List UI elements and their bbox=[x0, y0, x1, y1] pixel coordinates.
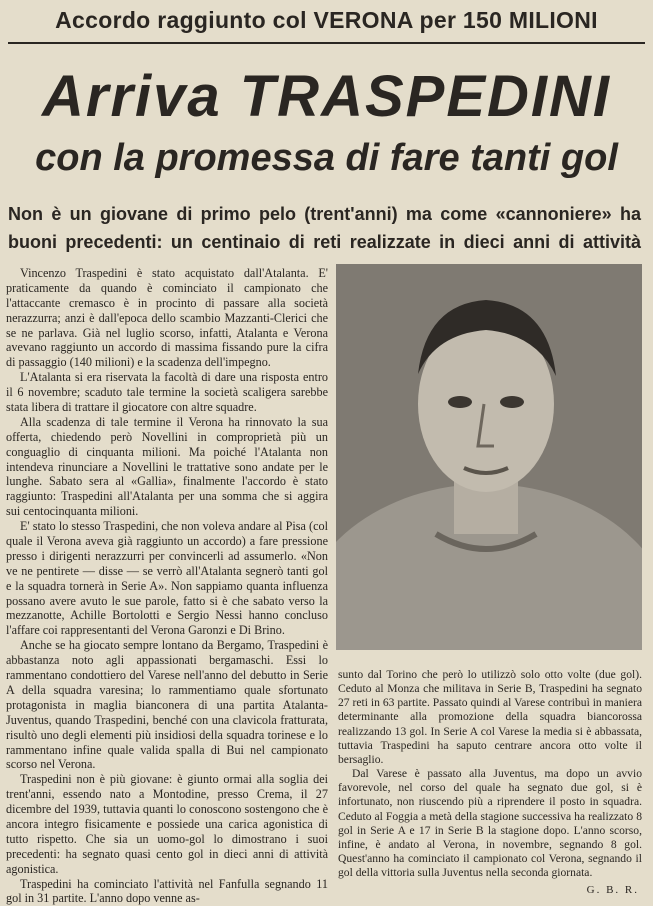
body-paragraph: sunto dal Torino che però lo utilizzò solo otto volte (due gol). Ceduto al Monza che militava in Serie B, Traspedini ha segnato 27 reti in 63 partite. Passato quindi al Varese contribuì in maniera determinante alla promozione della squadra biancorossa realizzando 13 gol. In Serie A col Varese la media si è abbassata, tuttavia Traspedini ha saputo centrare ancora otto volte il bersaglio. bbox=[338, 668, 642, 766]
body-column-left bbox=[6, 266, 328, 906]
player-photo bbox=[336, 264, 642, 650]
headline: Arriva TRASPEDINI bbox=[41, 64, 612, 129]
body-paragraph: Dal Varese è passato alla Juventus, ma dopo un avvio favorevole, nel corso del quale ha segnato due gol, si è infortunato, non riuscendo più a riprendere il posto in squadra. Ceduto al Foggia a metà della stagione successiva ha realizzato 8 gol in Serie A e 17 in Serie B la stagione dopo. L'anno scorso, infine, è andato al Verona, in novembre, segnando 8 gol. Quest'anno ha cominciato il campionato col Verona, segnando il gol della vittoria sulla Juventus nella seconda giornata. bbox=[338, 767, 642, 880]
body-paragraph: L'Atalanta si era riservata la facoltà di dare una risposta entro il 6 novembre; scaduto tale termine la società scaligera sarebbe stata libera di trattare il giocatore con altre squadre. bbox=[6, 370, 328, 415]
subhead: con la promessa di fare tanti gol bbox=[35, 137, 618, 179]
body-paragraph: Anche se ha giocato sempre lontano da Bergamo, Traspedini è abbastanza noto agli appassionati bergamaschi. Essi lo rammentano condottiero del Varese nell'anno del debutto in Serie A della squadra varesina; lo rammentiamo quale sfortunato protagonista in maglia bianconera di una partita Atalanta-Juventus, quando Traspedini, benché con una clavicola fratturata, risultò uno degli elementi più insidiosi della squadra torinese e lo rammentano infine quale valida spalla di Bui nel campionato scorso nel Verona. bbox=[6, 638, 328, 772]
body-paragraph: Alla scadenza di tale termine il Verona ha rinnovato la sua offerta, chiedendo però Novellini in comproprietà più un conguaglio di cinquanta milioni. Ma poiché l'Atalanta non intendeva rinunciare a Novellini le trattative sono andate per le lunghe. Sabato sera al «Gallia», finalmente l'accordo è stato raggiunto: Traspedini all'Atalanta per una somma che si aggira sui centocinquanta milioni. bbox=[6, 414, 328, 519]
body-paragraph: Traspedini ha cominciato l'attività nel Fanfulla segnando 11 gol in 31 partite. L'anno dopo venne as- bbox=[6, 876, 328, 906]
body-paragraph: Traspedini non è più giovane: è giunto ormai alla soglia dei trent'anni, essendo nato a Montodine, presso Crema, il 27 dicembre del 1939, tuttavia quanti lo conoscono sostengono che è ancora integro fisicamente e possiede una carica agonistica di tutto rispetto. Che sia un uomo-gol lo dimostrano i suoi precedenti: ha segnato quasi cento gol in dieci anni di attività agonistica. bbox=[6, 772, 328, 876]
body-column-right bbox=[338, 668, 642, 880]
body-paragraph: E' stato lo stesso Traspedini, che non voleva andare al Pisa (col quale il Verona aveva già raggiunto un accordo) a fare pressione presso i dirigenti nerazzurri per convincerli ad assumerlo. «Non ve ne pentirete — disse — se verrò all'Atalanta segnerò tanti gol e la squadra tornerà in Serie A». Non sappiamo quanta influenza possano avere avuto le sue parole, fatto si è che sabato verso la mezzanotte, Achille Bortolotti e Sergio Nessi hanno concluso l'affare coi rappresentanti del Verona Garonzi e Di Brino. bbox=[6, 519, 328, 638]
deck: Non è un giovane di primo pelo (trent'anni) ma come «cannoniere» ha buoni precedenti: un centinaio di reti realizzate in dieci anni di attività bbox=[8, 204, 641, 252]
top-rule bbox=[8, 42, 645, 44]
body-paragraph: Vincenzo Traspedini è stato acquistato dall'Atalanta. E' praticamente da quando è cominciato il campionato che l'attaccante cremasco è in procinto di passare alla società nerazzurra; anzi è dall'epoca dello scambio Mazzanti-Clerici che se ne parlava. Già nel luglio scorso, infatti, Atalanta e Verona avevano raggiunto un accordo di massima fissando pure la cifra di passaggio (140 milioni) e la scadenza dell'impegno. bbox=[6, 266, 328, 370]
author-signature: G. B. R. bbox=[586, 884, 639, 896]
player-portrait-image bbox=[336, 264, 642, 650]
kicker: Accordo raggiunto col VERONA per 150 MILIONI bbox=[55, 7, 598, 33]
